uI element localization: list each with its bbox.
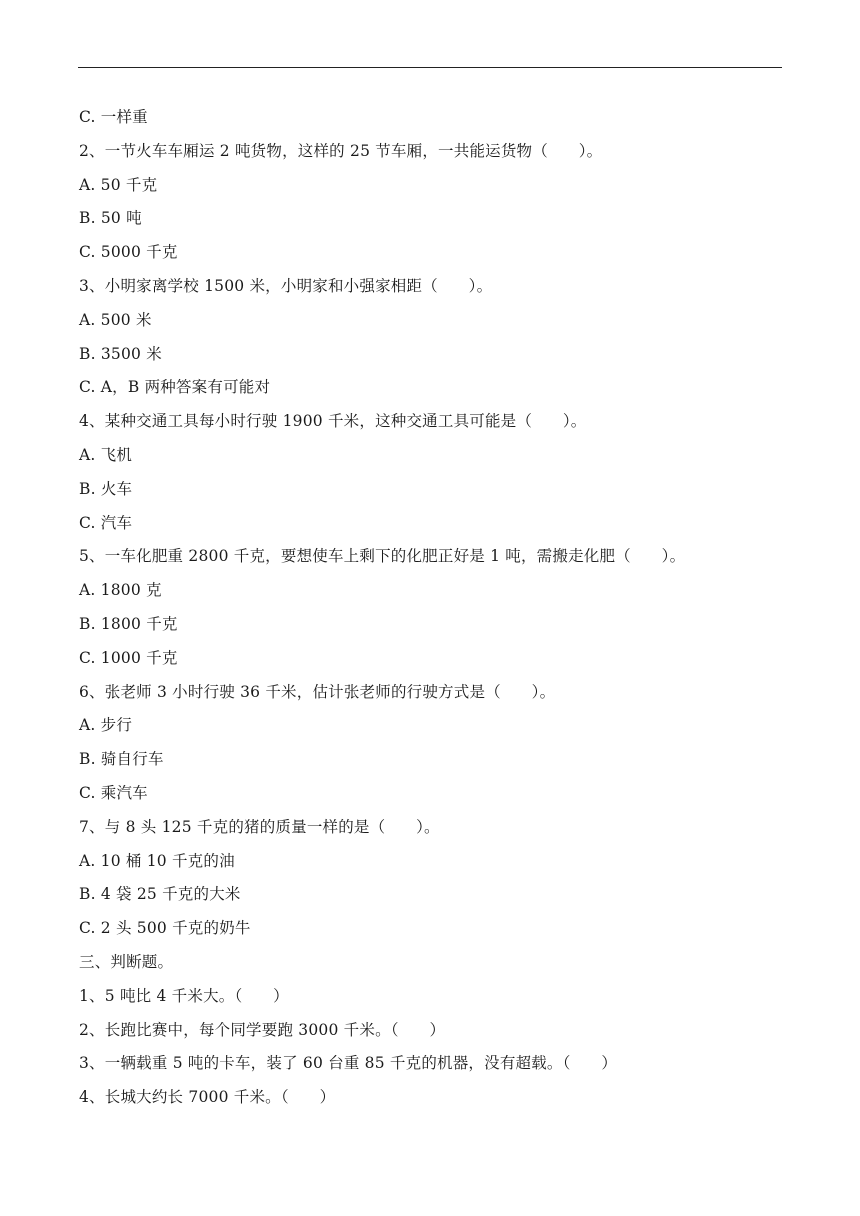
option-line: B. 4 袋 25 千克的大米	[79, 885, 241, 904]
option-line: A. 50 千克	[79, 175, 158, 194]
question-line: 4、长城大约长 7000 千米。（ ）	[79, 1088, 336, 1107]
header-rule	[78, 67, 782, 68]
question-line: 3、一辆载重 5 吨的卡车，装了 60 台重 85 千克的机器，没有超载。（ ）	[79, 1054, 618, 1073]
option-line: B. 火车	[79, 479, 133, 498]
worksheet-body	[79, 101, 779, 1115]
option-line: C. 1000 千克	[79, 648, 178, 667]
option-line: C. 汽车	[79, 513, 133, 532]
question-line: 1、5 吨比 4 千米大。（ ）	[79, 986, 289, 1005]
option-line: B. 1800 千克	[79, 614, 178, 633]
option-line: C. A，B 两种答案有可能对	[79, 378, 271, 397]
option-line: C. 乘汽车	[79, 783, 148, 802]
option-line: B. 50 吨	[79, 209, 142, 228]
option-line: A. 10 桶 10 千克的油	[79, 851, 235, 870]
question-line: 2、一节火车车厢运 2 吨货物，这样的 25 节车厢，一共能运货物（ ）。	[79, 141, 603, 160]
option-line: A. 1800 克	[79, 581, 162, 600]
question-line: 4、某种交通工具每小时行驶 1900 千米，这种交通工具可能是（ ）。	[79, 412, 587, 431]
question-line: 7、与 8 头 125 千克的猪的质量一样的是（ ）。	[79, 817, 440, 836]
option-line: C. 一样重	[79, 108, 148, 126]
option-line: A. 飞机	[79, 445, 133, 464]
option-line: C. 2 头 500 千克的奶牛	[79, 919, 251, 938]
option-line: A. 500 米	[79, 310, 152, 329]
question-line: 3、小明家离学校 1500 米，小明家和小强家相距（ ）。	[79, 276, 493, 295]
option-line: C. 5000 千克	[79, 243, 178, 262]
option-line: A. 步行	[79, 716, 133, 735]
question-line: 6、张老师 3 小时行驶 36 千米，估计张老师的行驶方式是（ ）。	[79, 682, 556, 701]
question-line: 5、一车化肥重 2800 千克，要想使车上剩下的化肥正好是 1 吨，需搬走化肥（ ）。	[79, 547, 686, 566]
section-heading: 三、判断题。	[79, 952, 174, 971]
option-line: B. 3500 米	[79, 344, 162, 363]
question-line: 2、长跑比赛中，每个同学要跑 3000 千米。（ ）	[79, 1020, 446, 1039]
option-line: B. 骑自行车	[79, 750, 164, 769]
